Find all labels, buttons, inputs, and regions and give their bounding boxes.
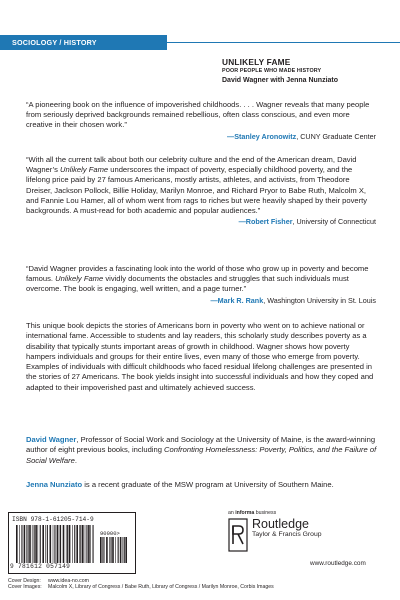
routledge-logo-icon bbox=[228, 518, 248, 552]
book-subtitle: POOR PEOPLE WHO MADE HISTORY bbox=[222, 68, 322, 74]
bio-text: is a recent graduate of the MSW program at University of Southern Maine. bbox=[82, 480, 334, 489]
book-description: This unique book depicts the stories of Americans born in poverty who went on to achieve national or international fame. Accessible to students and lay readers, this scholarly study describes poverty as a disability that typically stunts important areas of growth in childhood. Wagner shows how poverty hampers individuals and groups for their entire lives, even many of those who emerge from poverty. Examples of individuals with difficult childhoods who faced residual lifelong challenges are presented in the stories of 27 Americans. The book yields insight into successful individuals and how they coped and adapted to their impoverished past and ultimately achieved success. bbox=[26, 321, 374, 392]
quote-rank bbox=[26, 264, 376, 306]
credit-label: Cover Design: bbox=[8, 578, 41, 584]
quote-text-part: “With all the current talk about both our celebrity culture and the end of the American dream, David Wagner’s bbox=[26, 155, 357, 175]
quote-author: —Robert Fisher bbox=[238, 217, 293, 227]
quote-fisher bbox=[26, 155, 376, 227]
barcode-addon bbox=[100, 530, 128, 565]
publisher-name: Routledge bbox=[252, 517, 309, 531]
publisher-group: Taylor & Francis Group bbox=[252, 531, 322, 538]
cover-credits bbox=[8, 578, 398, 590]
informa-label bbox=[228, 510, 276, 516]
category-rule bbox=[167, 42, 400, 43]
quote-author: —Mark R. Rank bbox=[210, 295, 264, 305]
publisher-block bbox=[228, 518, 322, 552]
quote-text-part: “David Wagner provides a fascinating look into the world of those who grow up in poverty and become famous. bbox=[26, 264, 369, 284]
quote-attribution bbox=[26, 132, 376, 142]
bio-book-title: Confronting Homelessness: Poverty, Politics, and the Failure of Social Welfare bbox=[26, 445, 377, 465]
quote-affiliation: , CUNY Graduate Center bbox=[296, 131, 376, 141]
quote-aronowitz bbox=[26, 100, 376, 142]
credit-value: www.idea-no.com bbox=[48, 578, 89, 584]
credit-row bbox=[8, 584, 398, 590]
quote-text bbox=[26, 264, 376, 295]
quote-book-title: Unlikely Fame bbox=[60, 165, 109, 175]
quote-text bbox=[26, 155, 376, 216]
quote-attribution bbox=[26, 217, 376, 227]
quote-affiliation: , Washington University in St. Louis bbox=[263, 295, 376, 305]
title-block bbox=[222, 57, 392, 84]
category-label: SOCIOLOGY / HISTORY bbox=[0, 35, 167, 50]
quote-author: —Stanley Aronowitz bbox=[227, 131, 297, 141]
bio-text-end: . bbox=[74, 455, 77, 465]
author-bio-nunziato bbox=[26, 480, 378, 490]
addon-number: 90000> bbox=[100, 530, 120, 537]
informa-brand: informa bbox=[235, 510, 255, 516]
quote-affiliation: , University of Connecticut bbox=[292, 217, 376, 227]
informa-prefix: an bbox=[228, 510, 236, 516]
book-authors: David Wagner with Jenna Nunziato bbox=[222, 77, 339, 84]
informa-suffix: business bbox=[254, 510, 277, 516]
author-bio-wagner bbox=[26, 435, 378, 466]
publisher-url: www.routledge.com bbox=[310, 560, 366, 567]
quote-text: “A pioneering book on the influence of impoverished childhoods. . . . Wagner reveals that many people from seriously deprived backgrounds remained rebellious, often class conscious, and even more creative in their chosen work.” bbox=[26, 100, 370, 130]
bio-text: , Professor of Social Work and Sociology at the University of Maine, is the award-winning author of eight previous books, including bbox=[26, 435, 376, 455]
barcode-number: 9 781612 057149 bbox=[10, 563, 71, 570]
book-title: UNLIKELY FAME bbox=[222, 57, 291, 67]
addon-barcode-icon bbox=[100, 537, 128, 563]
quote-text-part: underscores the impact of poverty, especially childhood poverty, and the lifelong price paid by 27 famous Americans, mostly artists, athletes, and activists, from Theodore Dreiser, Jackson Pollock, Billie Holiday, Marilyn Monroe, and Richard Pryor to Babe Ruth, Malcolm X, and Fannie Lou Hamer, all of whom went from rags to riches but were heavily shaped by their poverty backgrounds. A must-read for both academic and popular audiences.” bbox=[26, 165, 368, 216]
barcode-icon bbox=[16, 525, 96, 563]
author-name: David Wagner bbox=[26, 435, 77, 444]
category-bar bbox=[0, 35, 400, 50]
author-name: Jenna Nunziato bbox=[26, 480, 83, 489]
credit-label: Cover Images: bbox=[8, 584, 42, 591]
credit-value: Malcolm X, Library of Congress / Babe Ruth, Library of Congress / Marilyn Monroe, Corbis Images bbox=[48, 584, 274, 591]
quote-book-title: Unlikely Fame bbox=[55, 274, 104, 284]
quote-attribution bbox=[26, 296, 376, 306]
quote-text-part: vividly documents the obstacles and struggles that such individuals must overcome. The book is engaging, well written, and a page turner.” bbox=[26, 274, 349, 294]
isbn-label: ISBN 978-1-61205-714-9 bbox=[12, 516, 94, 523]
